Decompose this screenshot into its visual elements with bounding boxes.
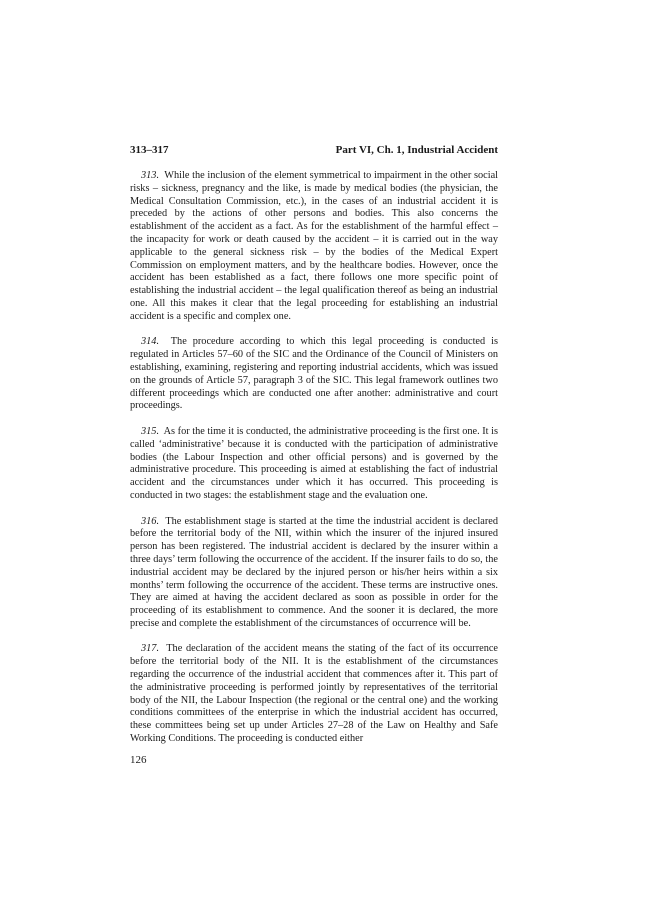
- paragraph-number: 316.: [141, 515, 160, 527]
- paragraph-number: 315.: [141, 425, 160, 437]
- paragraph-315: [130, 426, 498, 503]
- paragraph-316: [130, 516, 498, 631]
- page-number: 126: [130, 754, 147, 766]
- page-body: [130, 143, 498, 746]
- paragraph-text: The procedure according to which this legal proceeding is conducted is regulated in Articles 57–60 of the SIC and the Ordinance of the Council of Ministers on establishing, examining, registering and reporting industrial accidents, which was issued on the grounds of Article 57, paragraph 3 of the SIC. This legal framework outlines two different proceedings which are conducted one after another: administrative and court proceedings.: [130, 336, 498, 412]
- paragraph-313: [130, 170, 498, 324]
- running-head: [130, 143, 498, 157]
- paragraph-314: [130, 336, 498, 413]
- section-range: 313–317: [130, 144, 169, 156]
- paragraph-text: While the inclusion of the element symmetrical to impairment in the other social risks – sickness, pregnancy and the like, is made by medical bodies (the physician, the Medical Consultation Commission, etc.), in the cases of an industrial accident it is preceded by the actions of other persons and bodies. This also concerns the establishment of the accident as a fact. As for the establishment of the harmful effect – the incapacity for work or death caused by the accident – it is carried out in the way applicable to the general sickness risk – by the bodies of the Medical Expert Commission on employment matters, and by the healthcare bodies. However, once the accident has been established as a fact, there follows one more specific point of establishing the industrial accident – the legal qualification thereof as being an industrial one. All this makes it clear that the legal proceeding for establishing an industrial accident is a specific and complex one.: [130, 170, 499, 322]
- paragraph-text: As for the time it is conducted, the administrative proceeding is the first one. It is called ‘administrative’ because it is conducted with the participation of administrative bodies (the Labour Inspection and other official persons) and is governed by the administrative procedure. This proceeding is aimed at establishing the fact of industrial accident and the circumstances under which it has occurred. This proceeding is conducted in two stages: the establishment stage and the evaluation one.: [130, 425, 498, 501]
- paragraph-317: [130, 643, 498, 745]
- paragraph-text: The declaration of the accident means the stating of the fact of its occurrence before the territorial body of the NII. It is the establishment of the circumstances regarding the occurrence of the industrial accident that commences after it. This part of the administrative proceeding is performed jointly by representatives of the territorial body of the NII, the Labour Inspection (the regional or the central one) and the working conditions committees of the enterprise in which the industrial accident has occurred, these committees being set up under Articles 27–28 of the Law on Healthy and Safe Working Conditions. The proceeding is conducted either: [130, 643, 499, 745]
- chapter-title: Part VI, Ch. 1, Industrial Accident: [335, 144, 498, 156]
- paragraph-number: 317.: [141, 643, 160, 655]
- paragraph-text: The establishment stage is started at the time the industrial accident is declared before the territorial body of the NII, within which the insurer of the injured insured person has been registered. The industrial accident is declared by the insurer within a three days’ term following the occurrence of the accident. If the insurer fails to do so, the industrial accident may be declared by the injured person or his/her heirs within a six months’ term following the occurrence of the accident. These terms are instructive ones. They are aimed at having the accident declared as soon as possible in order for the proceeding of its establishment to commence. And the sooner it is declared, the more precise and complete the establishment of the circumstances of occurrence will be.: [130, 515, 498, 629]
- paragraph-number: 314.: [141, 336, 160, 348]
- paragraph-number: 313.: [141, 170, 160, 181]
